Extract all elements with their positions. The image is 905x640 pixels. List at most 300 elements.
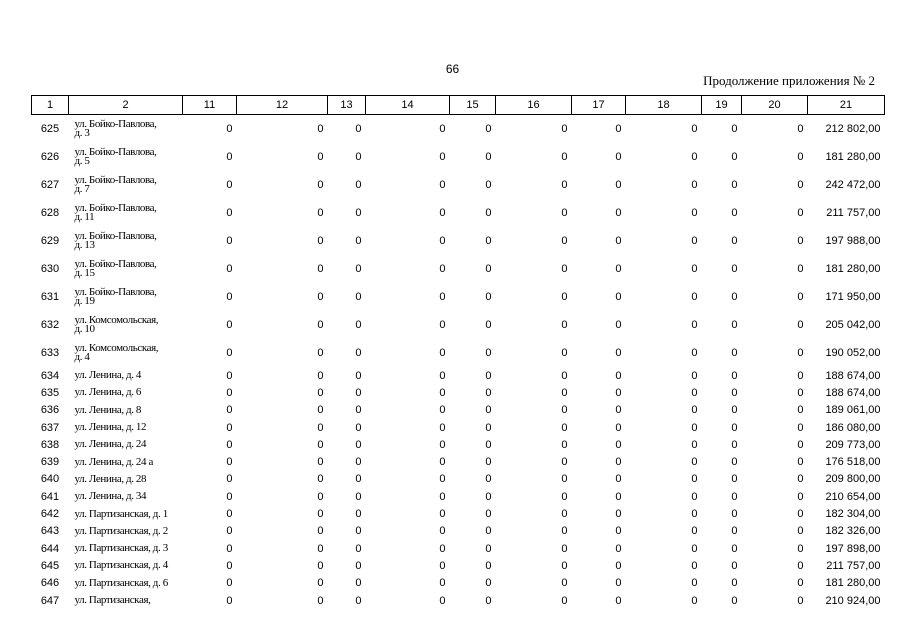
value-cell: 0 [691,235,698,247]
value-cell: 0 [355,291,362,303]
value-cell: 0 [439,525,446,538]
value-cell: 0 [485,421,492,434]
table-row [32,311,885,339]
value-cell: 0 [561,235,568,247]
value-cell: 0 [691,421,698,434]
value-cell: 0 [797,291,804,303]
table-row [32,557,885,574]
table-row [32,453,885,470]
value-cell: 0 [317,559,324,572]
value-cell: 0 [615,490,622,503]
value-cell: 0 [561,577,568,590]
value-cell: 0 [355,179,362,191]
column-header-20: 20 [742,96,808,115]
value-cell: 0 [226,577,233,590]
value-cell: 0 [355,386,362,399]
value-cell: 0 [615,123,622,135]
value-cell: 0 [691,542,698,555]
table-row [32,339,885,367]
row-number: 646 [40,577,60,590]
value-cell: 0 [439,421,446,434]
address-street: ул. Комсомольская, [74,314,159,326]
value-cell: 0 [691,404,698,417]
address-street: ул. Бойко-Павлова, [74,230,157,242]
value-cell: 0 [797,123,804,135]
value-cell: 0 [317,542,324,555]
value-cell: 0 [561,291,568,303]
continuation-label: Продолжение приложения № 2 [703,73,875,88]
table-row [32,199,885,227]
address-house: д. 13 [74,239,95,251]
value-cell: 0 [226,179,233,191]
address-cell: ул. Партизанская, д. 2 [74,524,168,537]
table-row [32,143,885,171]
value-cell: 0 [731,473,738,486]
value-cell: 0 [226,594,233,607]
value-cell: 0 [615,508,622,521]
value-cell: 0 [615,151,622,163]
value-cell: 0 [485,594,492,607]
value-cell: 0 [691,559,698,572]
value-cell: 0 [731,508,738,521]
value-cell: 0 [485,151,492,163]
total-cell: 186 080,00 [825,421,881,434]
row-number: 645 [40,559,60,572]
value-cell: 0 [615,525,622,538]
value-cell: 0 [439,123,446,135]
value-cell: 0 [226,207,233,219]
value-cell: 0 [355,421,362,434]
value-cell: 0 [317,386,324,399]
value-cell: 0 [615,438,622,451]
column-header-12: 12 [237,96,328,115]
value-cell: 0 [731,319,738,331]
value-cell: 0 [439,369,446,382]
value-cell: 0 [797,347,804,359]
table-row [32,419,885,436]
value-cell: 0 [691,319,698,331]
value-cell: 0 [615,369,622,382]
value-cell: 0 [226,235,233,247]
value-cell: 0 [226,123,233,135]
address-cell: ул. Партизанская, д. 6 [74,576,168,589]
address-cell: ул. Ленина, д. 24 [74,438,147,451]
value-cell: 0 [439,508,446,521]
value-cell: 0 [797,456,804,469]
value-cell: 0 [797,404,804,417]
value-cell: 0 [226,421,233,434]
total-cell: 181 280,00 [825,577,881,590]
value-cell: 0 [439,263,446,275]
value-cell: 0 [561,508,568,521]
value-cell: 0 [355,594,362,607]
value-cell: 0 [355,369,362,382]
row-number: 637 [40,421,60,434]
value-cell: 0 [797,473,804,486]
value-cell: 0 [485,347,492,359]
value-cell: 0 [561,151,568,163]
value-cell: 0 [485,490,492,503]
column-header-14: 14 [366,96,450,115]
total-cell: 210 654,00 [825,490,881,503]
value-cell: 0 [317,347,324,359]
value-cell: 0 [615,207,622,219]
address-street: ул. Бойко-Павлова, [74,118,157,130]
value-cell: 0 [797,438,804,451]
value-cell: 0 [355,508,362,521]
value-cell: 0 [615,421,622,434]
value-cell: 0 [226,263,233,275]
value-cell: 0 [615,473,622,486]
value-cell: 0 [691,369,698,382]
value-cell: 0 [731,123,738,135]
value-cell: 0 [317,594,324,607]
table-body [32,115,885,610]
total-cell: 211 757,00 [826,207,881,219]
value-cell: 0 [226,369,233,382]
row-number: 627 [40,179,60,191]
value-cell: 0 [615,594,622,607]
value-cell: 0 [797,235,804,247]
value-cell: 0 [317,369,324,382]
address-street: ул. Бойко-Павлова, [74,258,157,270]
value-cell: 0 [355,123,362,135]
value-cell: 0 [355,319,362,331]
row-number: 643 [40,525,60,538]
address-cell: ул. Партизанская, д. 4 [74,559,168,572]
row-number: 640 [40,473,60,486]
value-cell: 0 [317,456,324,469]
value-cell: 0 [485,508,492,521]
value-cell: 0 [691,473,698,486]
value-cell: 0 [731,404,738,417]
value-cell: 0 [485,179,492,191]
address-cell [69,143,183,171]
value-cell: 0 [731,151,738,163]
value-cell: 0 [561,179,568,191]
table-row [32,115,885,144]
value-cell: 0 [731,235,738,247]
total-cell: 190 052,00 [825,347,881,359]
value-cell: 0 [485,473,492,486]
value-cell: 0 [439,291,446,303]
address-street: ул. Бойко-Павлова, [74,174,157,186]
value-cell: 0 [226,542,233,555]
table-row [32,255,885,283]
value-cell: 0 [561,207,568,219]
value-cell: 0 [731,179,738,191]
address-house: д. 7 [74,183,90,195]
value-cell: 0 [691,525,698,538]
value-cell: 0 [691,508,698,521]
value-cell: 0 [797,386,804,399]
table-row [32,436,885,453]
total-cell: 189 061,00 [825,404,881,417]
value-cell: 0 [485,456,492,469]
value-cell: 0 [317,179,324,191]
value-cell: 0 [439,319,446,331]
value-cell: 0 [797,542,804,555]
total-cell: 212 802,00 [825,123,881,135]
row-number: 633 [40,347,60,359]
value-cell: 0 [355,207,362,219]
value-cell: 0 [226,490,233,503]
row-number: 639 [40,456,60,469]
value-cell: 0 [439,473,446,486]
row-number: 638 [40,438,60,451]
value-cell: 0 [691,438,698,451]
value-cell: 0 [355,542,362,555]
value-cell: 0 [731,456,738,469]
value-cell: 0 [561,473,568,486]
column-header-17: 17 [572,96,626,115]
total-cell: 176 518,00 [825,456,881,469]
value-cell: 0 [439,347,446,359]
value-cell: 0 [731,291,738,303]
value-cell: 0 [691,263,698,275]
value-cell: 0 [731,594,738,607]
table-row [32,283,885,311]
value-cell: 0 [439,151,446,163]
table-row [32,488,885,505]
value-cell: 0 [615,263,622,275]
value-cell: 0 [317,577,324,590]
value-cell: 0 [731,347,738,359]
value-cell: 0 [226,386,233,399]
total-cell: 205 042,00 [825,319,881,331]
address-house: д. 4 [74,351,90,363]
value-cell: 0 [561,369,568,382]
value-cell: 0 [485,559,492,572]
value-cell: 0 [797,508,804,521]
value-cell: 0 [226,319,233,331]
value-cell: 0 [615,319,622,331]
value-cell: 0 [561,525,568,538]
value-cell: 0 [615,235,622,247]
address-house: д. 15 [74,267,95,279]
address-house: д. 3 [74,127,90,139]
value-cell: 0 [355,438,362,451]
value-cell: 0 [731,263,738,275]
value-cell: 0 [731,369,738,382]
value-cell: 0 [485,577,492,590]
value-cell: 0 [797,577,804,590]
value-cell: 0 [355,490,362,503]
value-cell: 0 [615,404,622,417]
value-cell: 0 [226,508,233,521]
value-cell: 0 [731,577,738,590]
value-cell: 0 [691,577,698,590]
value-cell: 0 [691,490,698,503]
value-cell: 0 [439,594,446,607]
address-street: ул. Бойко-Павлова, [74,146,157,158]
value-cell: 0 [797,151,804,163]
value-cell: 0 [561,123,568,135]
value-cell: 0 [439,456,446,469]
value-cell: 0 [355,473,362,486]
value-cell: 0 [561,319,568,331]
value-cell: 0 [615,347,622,359]
row-number: 642 [40,508,60,521]
value-cell: 0 [485,525,492,538]
value-cell: 0 [691,386,698,399]
address-cell [69,255,183,283]
table-row [32,367,885,384]
value-cell: 0 [226,438,233,451]
value-cell: 0 [561,594,568,607]
value-cell: 0 [615,542,622,555]
column-header-2: 2 [69,96,183,115]
address-cell: ул. Ленина, д. 24 а [74,455,153,468]
appendix-table [31,95,885,609]
value-cell: 0 [561,490,568,503]
value-cell: 0 [615,577,622,590]
value-cell: 0 [317,291,324,303]
column-header-1: 1 [32,96,69,115]
row-number: 625 [40,123,60,135]
table-row [32,384,885,401]
address-cell [69,199,183,227]
address-cell: ул. Партизанская, д. 1 [74,507,168,520]
value-cell: 0 [691,347,698,359]
value-cell: 0 [439,207,446,219]
value-cell: 0 [355,404,362,417]
table-row [32,171,885,199]
value-cell: 0 [485,207,492,219]
address-cell: ул. Партизанская, д. 3 [74,542,168,555]
value-cell: 0 [797,263,804,275]
address-cell: ул. Ленина, д. 28 [74,472,147,485]
value-cell: 0 [317,263,324,275]
value-cell: 0 [485,369,492,382]
value-cell: 0 [615,179,622,191]
total-cell: 209 773,00 [825,438,881,451]
value-cell: 0 [485,235,492,247]
value-cell: 0 [561,263,568,275]
value-cell: 0 [226,525,233,538]
value-cell: 0 [439,559,446,572]
value-cell: 0 [226,347,233,359]
value-cell: 0 [561,559,568,572]
address-cell [69,311,183,339]
value-cell: 0 [731,542,738,555]
row-number: 636 [40,404,60,417]
value-cell: 0 [797,594,804,607]
value-cell: 0 [731,207,738,219]
value-cell: 0 [797,319,804,331]
total-cell: 242 472,00 [825,179,881,191]
value-cell: 0 [355,347,362,359]
value-cell: 0 [355,263,362,275]
table-row [32,471,885,488]
total-cell: 211 757,00 [826,559,881,572]
address-cell: ул. Ленина, д. 12 [74,421,147,434]
row-number: 647 [40,594,60,607]
address-cell [69,171,183,199]
value-cell: 0 [355,577,362,590]
value-cell: 0 [439,542,446,555]
total-cell: 209 800,00 [825,473,881,486]
row-number: 628 [40,207,60,219]
row-number: 629 [40,235,60,247]
address-house: д. 10 [74,323,95,335]
table-header [32,96,885,115]
table-row [32,402,885,419]
address-cell [69,227,183,255]
value-cell: 0 [317,404,324,417]
value-cell: 0 [226,456,233,469]
row-number: 626 [40,151,60,163]
column-header-13: 13 [328,96,366,115]
address-cell: ул. Ленина, д. 6 [74,386,142,399]
address-street: ул. Комсомольская, [74,342,159,354]
value-cell: 0 [317,508,324,521]
total-cell: 197 988,00 [825,235,881,247]
row-number: 644 [40,542,60,555]
value-cell: 0 [439,438,446,451]
value-cell: 0 [485,123,492,135]
value-cell: 0 [317,207,324,219]
value-cell: 0 [355,235,362,247]
value-cell: 0 [561,421,568,434]
value-cell: 0 [615,456,622,469]
address-cell: ул. Ленина, д. 4 [74,369,142,382]
column-header-18: 18 [626,96,702,115]
value-cell: 0 [317,525,324,538]
value-cell: 0 [439,386,446,399]
total-cell: 171 950,00 [825,291,881,303]
address-cell [69,115,183,144]
value-cell: 0 [797,207,804,219]
address-street: ул. Бойко-Павлова, [74,286,157,298]
value-cell: 0 [797,525,804,538]
column-header-11: 11 [183,96,237,115]
column-header-19: 19 [702,96,742,115]
value-cell: 0 [691,207,698,219]
address-cell: ул. Партизанская, [74,594,151,606]
value-cell: 0 [561,404,568,417]
total-cell: 197 898,00 [825,542,881,555]
page-number: 66 [445,62,460,76]
total-cell: 181 280,00 [825,151,881,163]
row-number: 631 [40,291,60,303]
value-cell: 0 [691,594,698,607]
value-cell: 0 [485,438,492,451]
total-cell: 210 924,00 [825,594,881,607]
column-header-15: 15 [450,96,496,115]
value-cell: 0 [317,235,324,247]
value-cell: 0 [561,456,568,469]
value-cell: 0 [439,235,446,247]
total-cell: 188 674,00 [825,369,881,382]
address-cell: ул. Ленина, д. 34 [74,490,147,503]
total-cell: 188 674,00 [825,386,881,399]
value-cell: 0 [561,438,568,451]
value-cell: 0 [731,559,738,572]
address-house: д. 5 [74,155,90,167]
value-cell: 0 [317,123,324,135]
value-cell: 0 [561,386,568,399]
value-cell: 0 [226,559,233,572]
value-cell: 0 [485,404,492,417]
row-number: 635 [40,386,60,399]
value-cell: 0 [485,386,492,399]
table-row [32,540,885,557]
value-cell: 0 [797,421,804,434]
value-cell: 0 [317,151,324,163]
value-cell: 0 [226,473,233,486]
value-cell: 0 [317,319,324,331]
